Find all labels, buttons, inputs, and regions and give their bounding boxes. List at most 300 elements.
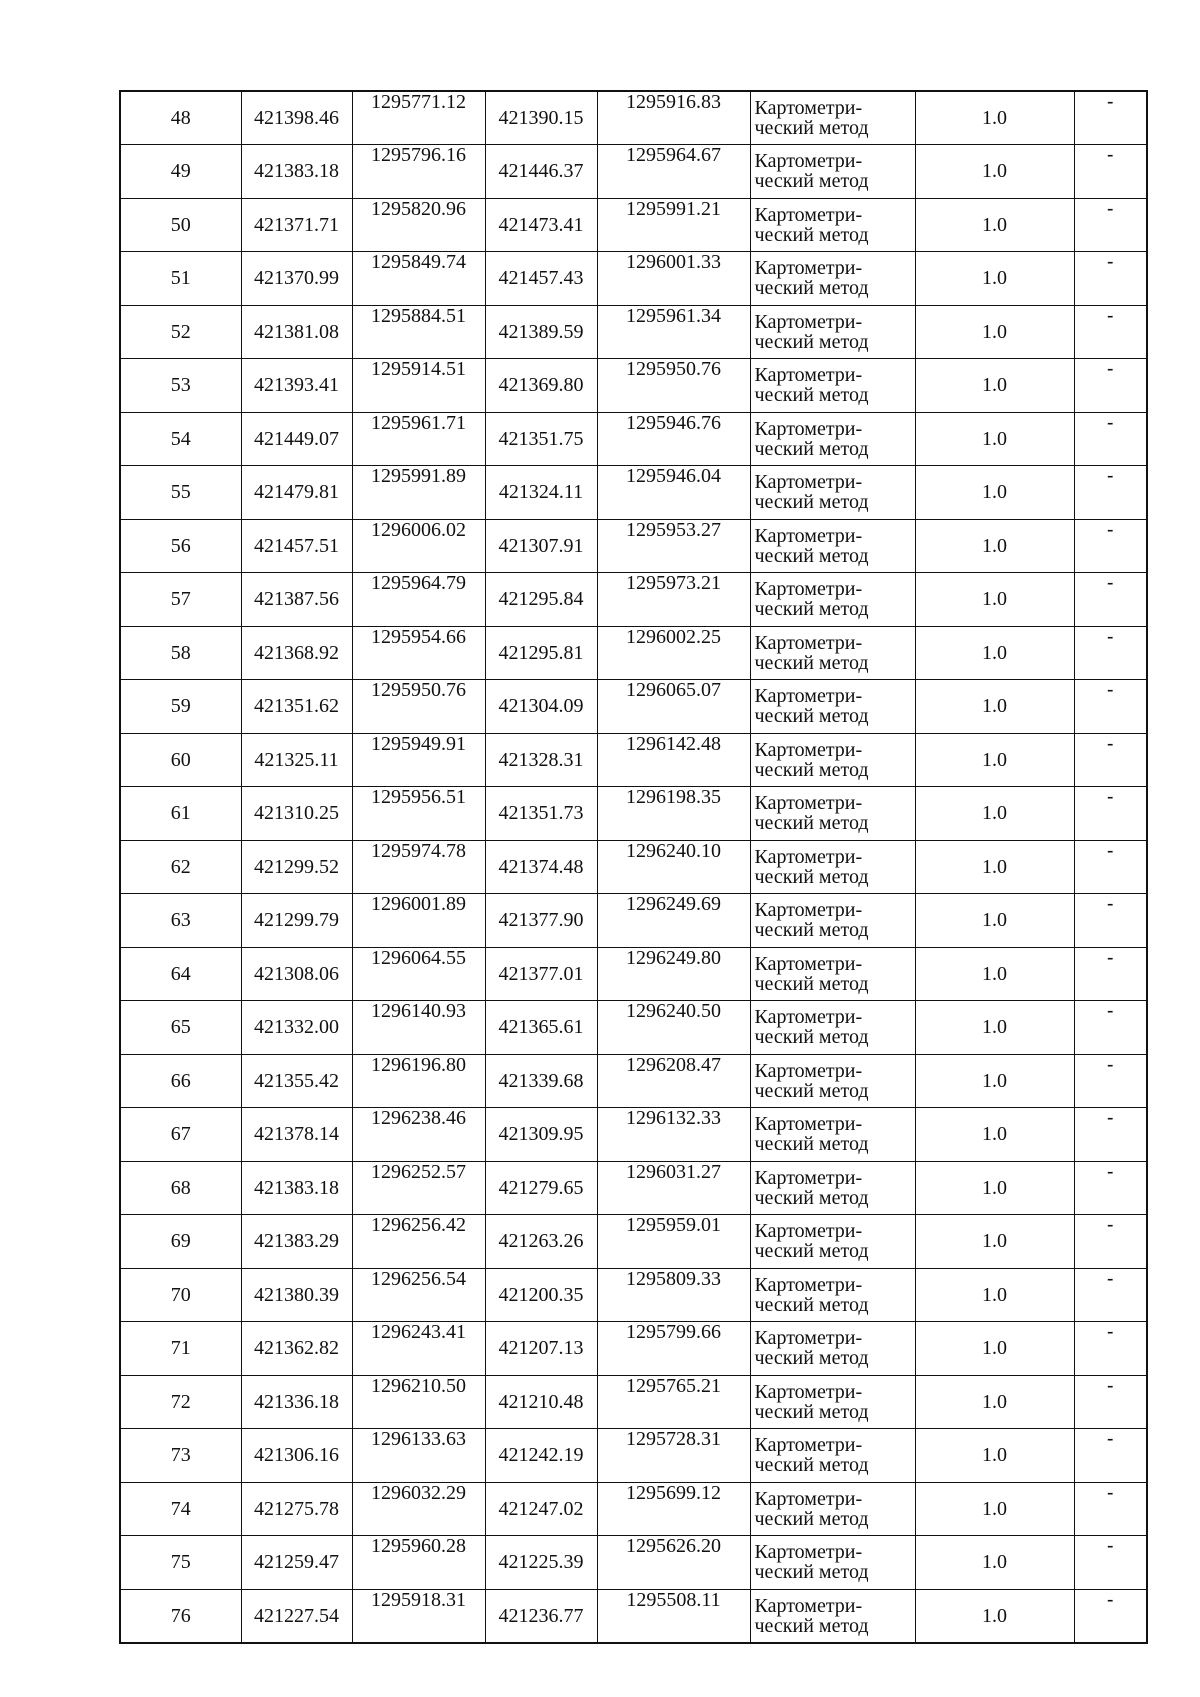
method-line-2: ческий метод [754,1186,869,1209]
table-row [120,1054,1147,1108]
x1-coordinate-cell: 421299.52 [241,840,352,894]
accuracy-cell: 1.0 [915,412,1074,466]
method-cell [750,305,915,359]
method-line-2: ческий метод [754,117,869,139]
method-line-2: ческий метод [754,865,869,888]
method-cell [750,1322,915,1376]
method-line-2: ческий метод [754,651,869,674]
method-line-1: Картометри- [754,310,863,333]
accuracy-cell: 1.0 [915,305,1074,359]
table-row [120,626,1147,680]
y1-coordinate-cell: 1295960.28 [352,1536,485,1590]
method-cell [750,1215,915,1269]
method-line-1: Картометри- [754,685,863,708]
point-number-cell: 67 [120,1108,241,1162]
method-line-1: Картометри- [754,1220,863,1243]
method-line-1: Картометри- [754,1273,863,1296]
x1-coordinate-cell: 421308.06 [241,947,352,1001]
y2-coordinate-cell: 1295950.76 [597,359,750,413]
method-cell [750,1536,915,1590]
y1-coordinate-cell: 1296210.50 [352,1375,485,1429]
method-line-2: ческий метод [754,1079,869,1102]
table-row [120,91,1147,145]
x2-coordinate-cell: 421324.11 [485,466,597,520]
note-cell: - [1074,91,1147,145]
x1-coordinate-cell: 421332.00 [241,1001,352,1055]
x1-coordinate-cell: 421383.29 [241,1215,352,1269]
method-line-1: Картометри- [754,471,863,494]
y1-coordinate-cell: 1295820.96 [352,198,485,252]
method-line-1: Картометри- [754,899,863,922]
y2-coordinate-cell: 1296240.10 [597,840,750,894]
note-cell: - [1074,252,1147,306]
accuracy-cell: 1.0 [915,680,1074,734]
table-row [120,1536,1147,1590]
method-line-1: Картометри- [754,203,863,226]
note-cell: - [1074,198,1147,252]
note-cell: - [1074,412,1147,466]
accuracy-cell: 1.0 [915,145,1074,199]
method-line-1: Картометри- [754,1113,863,1136]
x2-coordinate-cell: 421236.77 [485,1589,597,1643]
method-line-2: ческий метод [754,598,869,621]
accuracy-cell: 1.0 [915,947,1074,1001]
table-row [120,840,1147,894]
method-cell [750,894,915,948]
method-line-2: ческий метод [754,1400,869,1423]
point-number-cell: 59 [120,680,241,734]
point-number-cell: 76 [120,1589,241,1643]
note-cell: - [1074,1589,1147,1643]
method-cell [750,1161,915,1215]
x2-coordinate-cell: 421446.37 [485,145,597,199]
point-number-cell: 69 [120,1215,241,1269]
point-number-cell: 66 [120,1054,241,1108]
method-line-1: Картометри- [754,578,863,601]
accuracy-cell: 1.0 [915,91,1074,145]
y2-coordinate-cell: 1296142.48 [597,733,750,787]
table-row [120,680,1147,734]
y1-coordinate-cell: 1295950.76 [352,680,485,734]
x1-coordinate-cell: 421383.18 [241,1161,352,1215]
x2-coordinate-cell: 421263.26 [485,1215,597,1269]
point-number-cell: 48 [120,91,241,145]
table-row [120,1375,1147,1429]
table-row [120,1322,1147,1376]
method-line-1: Картометри- [754,1541,863,1564]
x1-coordinate-cell: 421370.99 [241,252,352,306]
y2-coordinate-cell: 1295626.20 [597,1536,750,1590]
point-number-cell: 55 [120,466,241,520]
method-line-2: ческий метод [754,170,869,193]
method-line-2: ческий метод [754,384,869,407]
y1-coordinate-cell: 1296140.93 [352,1001,485,1055]
x1-coordinate-cell: 421371.71 [241,198,352,252]
point-number-cell: 56 [120,519,241,573]
accuracy-cell: 1.0 [915,626,1074,680]
accuracy-cell: 1.0 [915,840,1074,894]
x1-coordinate-cell: 421368.92 [241,626,352,680]
x2-coordinate-cell: 421374.48 [485,840,597,894]
method-line-1: Картометри- [754,524,863,547]
y2-coordinate-cell: 1295699.12 [597,1482,750,1536]
accuracy-cell: 1.0 [915,1589,1074,1643]
method-line-2: ческий метод [754,919,869,942]
x2-coordinate-cell: 421307.91 [485,519,597,573]
method-cell [750,1268,915,1322]
accuracy-cell: 1.0 [915,359,1074,413]
x2-coordinate-cell: 421210.48 [485,1375,597,1429]
method-cell [750,466,915,520]
y1-coordinate-cell: 1296133.63 [352,1429,485,1483]
method-cell [750,359,915,413]
method-line-2: ческий метод [754,491,869,514]
y2-coordinate-cell: 1295946.76 [597,412,750,466]
table-row [120,1161,1147,1215]
method-cell [750,1108,915,1162]
method-line-2: ческий метод [754,1240,869,1263]
accuracy-cell: 1.0 [915,1375,1074,1429]
x2-coordinate-cell: 421473.41 [485,198,597,252]
method-line-1: Картометри- [754,845,863,868]
method-line-2: ческий метод [754,1454,869,1477]
accuracy-cell: 1.0 [915,252,1074,306]
method-line-2: ческий метод [754,1026,869,1049]
x1-coordinate-cell: 421351.62 [241,680,352,734]
method-line-2: ческий метод [754,1133,869,1156]
method-line-1: Картометри- [754,364,863,387]
table-row [120,733,1147,787]
method-line-1: Картометри- [754,1166,863,1189]
point-number-cell: 73 [120,1429,241,1483]
x2-coordinate-cell: 421351.73 [485,787,597,841]
x1-coordinate-cell: 421227.54 [241,1589,352,1643]
method-cell [750,573,915,627]
x1-coordinate-cell: 421275.78 [241,1482,352,1536]
accuracy-cell: 1.0 [915,573,1074,627]
table-body [120,91,1147,1643]
x1-coordinate-cell: 421306.16 [241,1429,352,1483]
point-number-cell: 49 [120,145,241,199]
point-number-cell: 68 [120,1161,241,1215]
table-row [120,1589,1147,1643]
x2-coordinate-cell: 421225.39 [485,1536,597,1590]
y1-coordinate-cell: 1295954.66 [352,626,485,680]
accuracy-cell: 1.0 [915,1268,1074,1322]
x1-coordinate-cell: 421387.56 [241,573,352,627]
table-row [120,252,1147,306]
note-cell: - [1074,359,1147,413]
y2-coordinate-cell: 1295728.31 [597,1429,750,1483]
note-cell: - [1074,894,1147,948]
y1-coordinate-cell: 1296256.54 [352,1268,485,1322]
point-number-cell: 75 [120,1536,241,1590]
method-line-2: ческий метод [754,1347,869,1370]
x1-coordinate-cell: 421299.79 [241,894,352,948]
method-line-2: ческий метод [754,544,869,567]
method-cell [750,198,915,252]
note-cell: - [1074,466,1147,520]
y2-coordinate-cell: 1296249.80 [597,947,750,1001]
x2-coordinate-cell: 421389.59 [485,305,597,359]
method-line-1: Картометри- [754,1006,863,1029]
point-number-cell: 70 [120,1268,241,1322]
x1-coordinate-cell: 421479.81 [241,466,352,520]
table-row [120,894,1147,948]
x2-coordinate-cell: 421295.84 [485,573,597,627]
method-line-2: ческий метод [754,437,869,460]
method-cell [750,1375,915,1429]
x2-coordinate-cell: 421339.68 [485,1054,597,1108]
method-line-1: Картометри- [754,1059,863,1082]
y1-coordinate-cell: 1295849.74 [352,252,485,306]
method-line-2: ческий метод [754,972,869,995]
accuracy-cell: 1.0 [915,1108,1074,1162]
y2-coordinate-cell: 1296065.07 [597,680,750,734]
method-line-1: Картометри- [754,1487,863,1510]
method-cell [750,787,915,841]
table-row [120,573,1147,627]
y2-coordinate-cell: 1295964.67 [597,145,750,199]
point-number-cell: 72 [120,1375,241,1429]
y1-coordinate-cell: 1296001.89 [352,894,485,948]
point-number-cell: 54 [120,412,241,466]
note-cell: - [1074,947,1147,1001]
accuracy-cell: 1.0 [915,787,1074,841]
y1-coordinate-cell: 1296064.55 [352,947,485,1001]
method-cell [750,519,915,573]
accuracy-cell: 1.0 [915,466,1074,520]
method-line-1: Картометри- [754,738,863,761]
y2-coordinate-cell: 1295961.34 [597,305,750,359]
point-number-cell: 53 [120,359,241,413]
accuracy-cell: 1.0 [915,894,1074,948]
table-row [120,359,1147,413]
y1-coordinate-cell: 1296252.57 [352,1161,485,1215]
x2-coordinate-cell: 421328.31 [485,733,597,787]
x2-coordinate-cell: 421304.09 [485,680,597,734]
method-cell [750,1001,915,1055]
method-line-1: Картометри- [754,952,863,975]
y2-coordinate-cell: 1295508.11 [597,1589,750,1643]
y2-coordinate-cell: 1295809.33 [597,1268,750,1322]
method-line-1: Картометри- [754,150,863,173]
method-line-2: ческий метод [754,705,869,728]
note-cell: - [1074,733,1147,787]
accuracy-cell: 1.0 [915,1322,1074,1376]
method-line-2: ческий метод [754,1293,869,1316]
note-cell: - [1074,787,1147,841]
y1-coordinate-cell: 1295914.51 [352,359,485,413]
table-row [120,1215,1147,1269]
y1-coordinate-cell: 1295964.79 [352,573,485,627]
note-cell: - [1074,305,1147,359]
y2-coordinate-cell: 1295959.01 [597,1215,750,1269]
x2-coordinate-cell: 421207.13 [485,1322,597,1376]
x1-coordinate-cell: 421310.25 [241,787,352,841]
y2-coordinate-cell: 1296002.25 [597,626,750,680]
table-row [120,947,1147,1001]
accuracy-cell: 1.0 [915,1161,1074,1215]
x2-coordinate-cell: 421200.35 [485,1268,597,1322]
table-row [120,1001,1147,1055]
x2-coordinate-cell: 421309.95 [485,1108,597,1162]
note-cell: - [1074,1001,1147,1055]
note-cell: - [1074,1429,1147,1483]
x2-coordinate-cell: 421377.01 [485,947,597,1001]
y1-coordinate-cell: 1296006.02 [352,519,485,573]
accuracy-cell: 1.0 [915,1482,1074,1536]
y2-coordinate-cell: 1295799.66 [597,1322,750,1376]
note-cell: - [1074,1536,1147,1590]
x1-coordinate-cell: 421457.51 [241,519,352,573]
method-line-1: Картометри- [754,417,863,440]
note-cell: - [1074,1215,1147,1269]
accuracy-cell: 1.0 [915,1054,1074,1108]
table-row [120,1268,1147,1322]
y2-coordinate-cell: 1295946.04 [597,466,750,520]
accuracy-cell: 1.0 [915,1215,1074,1269]
point-number-cell: 63 [120,894,241,948]
y1-coordinate-cell: 1296256.42 [352,1215,485,1269]
point-number-cell: 62 [120,840,241,894]
method-line-2: ческий метод [754,330,869,353]
x2-coordinate-cell: 421377.90 [485,894,597,948]
y1-coordinate-cell: 1295974.78 [352,840,485,894]
note-cell: - [1074,519,1147,573]
note-cell: - [1074,840,1147,894]
method-line-1: Картометри- [754,631,863,654]
table-row [120,1108,1147,1162]
note-cell: - [1074,1161,1147,1215]
y2-coordinate-cell: 1295953.27 [597,519,750,573]
table-row [120,198,1147,252]
table-row [120,145,1147,199]
x2-coordinate-cell: 421242.19 [485,1429,597,1483]
x2-coordinate-cell: 421351.75 [485,412,597,466]
x1-coordinate-cell: 421362.82 [241,1322,352,1376]
accuracy-cell: 1.0 [915,198,1074,252]
y1-coordinate-cell: 1296238.46 [352,1108,485,1162]
y2-coordinate-cell: 1296208.47 [597,1054,750,1108]
y1-coordinate-cell: 1295949.91 [352,733,485,787]
y1-coordinate-cell: 1296196.80 [352,1054,485,1108]
method-line-2: ческий метод [754,1507,869,1530]
x1-coordinate-cell: 421398.46 [241,91,352,145]
note-cell: - [1074,1482,1147,1536]
point-number-cell: 71 [120,1322,241,1376]
point-number-cell: 52 [120,305,241,359]
method-cell [750,680,915,734]
note-cell: - [1074,145,1147,199]
method-line-1: Картометри- [754,1434,863,1457]
method-cell [750,412,915,466]
x2-coordinate-cell: 421390.15 [485,91,597,145]
x1-coordinate-cell: 421381.08 [241,305,352,359]
method-line-2: ческий метод [754,1614,869,1637]
accuracy-cell: 1.0 [915,1429,1074,1483]
method-cell [750,1429,915,1483]
y2-coordinate-cell: 1296198.35 [597,787,750,841]
method-cell [750,91,915,145]
note-cell: - [1074,1375,1147,1429]
method-line-1: Картометри- [754,97,863,119]
y2-coordinate-cell: 1295916.83 [597,91,750,145]
point-number-cell: 50 [120,198,241,252]
point-number-cell: 51 [120,252,241,306]
method-cell [750,733,915,787]
x1-coordinate-cell: 421259.47 [241,1536,352,1590]
method-cell [750,840,915,894]
x2-coordinate-cell: 421365.61 [485,1001,597,1055]
note-cell: - [1074,1108,1147,1162]
accuracy-cell: 1.0 [915,1001,1074,1055]
y2-coordinate-cell: 1295765.21 [597,1375,750,1429]
point-number-cell: 57 [120,573,241,627]
note-cell: - [1074,680,1147,734]
x1-coordinate-cell: 421393.41 [241,359,352,413]
point-number-cell: 58 [120,626,241,680]
x2-coordinate-cell: 421247.02 [485,1482,597,1536]
method-line-1: Картометри- [754,1594,863,1617]
y1-coordinate-cell: 1295956.51 [352,787,485,841]
x1-coordinate-cell: 421355.42 [241,1054,352,1108]
point-number-cell: 74 [120,1482,241,1536]
y2-coordinate-cell: 1296001.33 [597,252,750,306]
method-line-1: Картометри- [754,1380,863,1403]
accuracy-cell: 1.0 [915,519,1074,573]
table-row [120,519,1147,573]
note-cell: - [1074,1268,1147,1322]
y1-coordinate-cell: 1295771.12 [352,91,485,145]
table-row [120,305,1147,359]
method-cell [750,1482,915,1536]
coordinates-table [119,90,1148,1644]
x2-coordinate-cell: 421279.65 [485,1161,597,1215]
y2-coordinate-cell: 1295991.21 [597,198,750,252]
y2-coordinate-cell: 1296249.69 [597,894,750,948]
table-row [120,1429,1147,1483]
note-cell: - [1074,573,1147,627]
method-cell [750,252,915,306]
y2-coordinate-cell: 1296132.33 [597,1108,750,1162]
method-cell [750,145,915,199]
y2-coordinate-cell: 1296031.27 [597,1161,750,1215]
accuracy-cell: 1.0 [915,1536,1074,1590]
method-line-2: ческий метод [754,277,869,300]
note-cell: - [1074,626,1147,680]
accuracy-cell: 1.0 [915,733,1074,787]
x1-coordinate-cell: 421336.18 [241,1375,352,1429]
table-row [120,466,1147,520]
method-line-1: Картометри- [754,792,863,815]
point-number-cell: 65 [120,1001,241,1055]
table-row [120,412,1147,466]
x1-coordinate-cell: 421325.11 [241,733,352,787]
method-line-2: ческий метод [754,758,869,781]
y1-coordinate-cell: 1295796.16 [352,145,485,199]
x2-coordinate-cell: 421457.43 [485,252,597,306]
note-cell: - [1074,1054,1147,1108]
table-row [120,787,1147,841]
method-line-2: ческий метод [754,1561,869,1584]
x1-coordinate-cell: 421380.39 [241,1268,352,1322]
method-cell [750,947,915,1001]
point-number-cell: 61 [120,787,241,841]
method-line-2: ческий метод [754,223,869,246]
method-cell [750,626,915,680]
note-cell: - [1074,1322,1147,1376]
